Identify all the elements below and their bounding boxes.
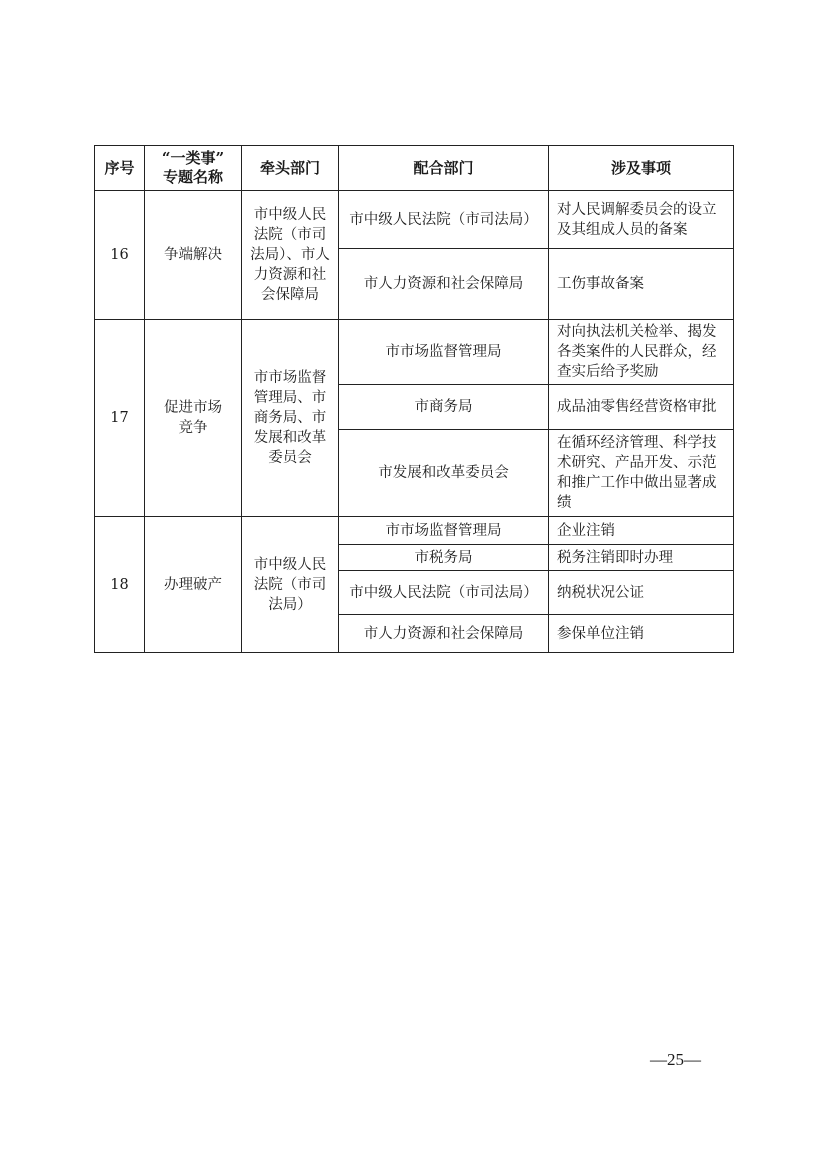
row-coop-dept: 市商务局 [339, 385, 549, 430]
page-number: —25— [650, 1050, 701, 1069]
table-header-row [95, 146, 734, 191]
row-topic: 办理破产 [145, 517, 242, 653]
header-topic [145, 146, 242, 191]
row-item: 对人民调解委员会的设立及其组成人员的备案 [549, 191, 734, 249]
row-item: 企业注销 [549, 517, 734, 545]
policy-table [94, 145, 734, 653]
row-item: 成品油零售经营资格审批 [549, 385, 734, 430]
row-item: 对向执法机关检举、揭发各类案件的人民群众，经查实后给予奖励 [549, 320, 734, 385]
row-item: 纳税状况公证 [549, 571, 734, 615]
row-coop-dept: 市人力资源和社会保障局 [339, 615, 549, 653]
row-num: 18 [95, 517, 145, 653]
header-items: 涉及事项 [549, 146, 734, 191]
row-lead-dept: 市市场监督管理局、市商务局、市发展和改革委员会 [242, 320, 339, 517]
row-lead-dept: 市中级人民法院（市司法局）、市人力资源和社会保障局 [242, 191, 339, 320]
header-num: 序号 [95, 146, 145, 191]
row-num: 17 [95, 320, 145, 517]
header-topic-line2: 专题名称 [162, 168, 223, 186]
row-item: 工伤事故备案 [549, 249, 734, 320]
header-coop: 配合部门 [339, 146, 549, 191]
row-coop-dept: 市市场监督管理局 [339, 517, 549, 545]
row-coop-dept: 市市场监督管理局 [339, 320, 549, 385]
row-coop-dept: 市中级人民法院（市司法局） [339, 191, 549, 249]
row-coop-dept: 市人力资源和社会保障局 [339, 249, 549, 320]
row-item: 参保单位注销 [549, 615, 734, 653]
row-topic: 促进市场竞争 [145, 320, 242, 517]
header-lead: 牵头部门 [242, 146, 339, 191]
row-coop-dept: 市发展和改革委员会 [339, 430, 549, 517]
table-row [95, 517, 734, 545]
row-item: 税务注销即时办理 [549, 545, 734, 571]
row-item: 在循环经济管理、科学技术研究、产品开发、示范和推广工作中做出显著成绩 [549, 430, 734, 517]
row-num: 16 [95, 191, 145, 320]
row-coop-dept: 市税务局 [339, 545, 549, 571]
row-coop-dept: 市中级人民法院（市司法局） [339, 571, 549, 615]
table-row [95, 320, 734, 385]
row-topic: 争端解决 [145, 191, 242, 320]
header-topic-line1: “一类事” [161, 149, 225, 167]
row-lead-dept: 市中级人民法院（市司法局） [242, 517, 339, 653]
table-row [95, 191, 734, 249]
